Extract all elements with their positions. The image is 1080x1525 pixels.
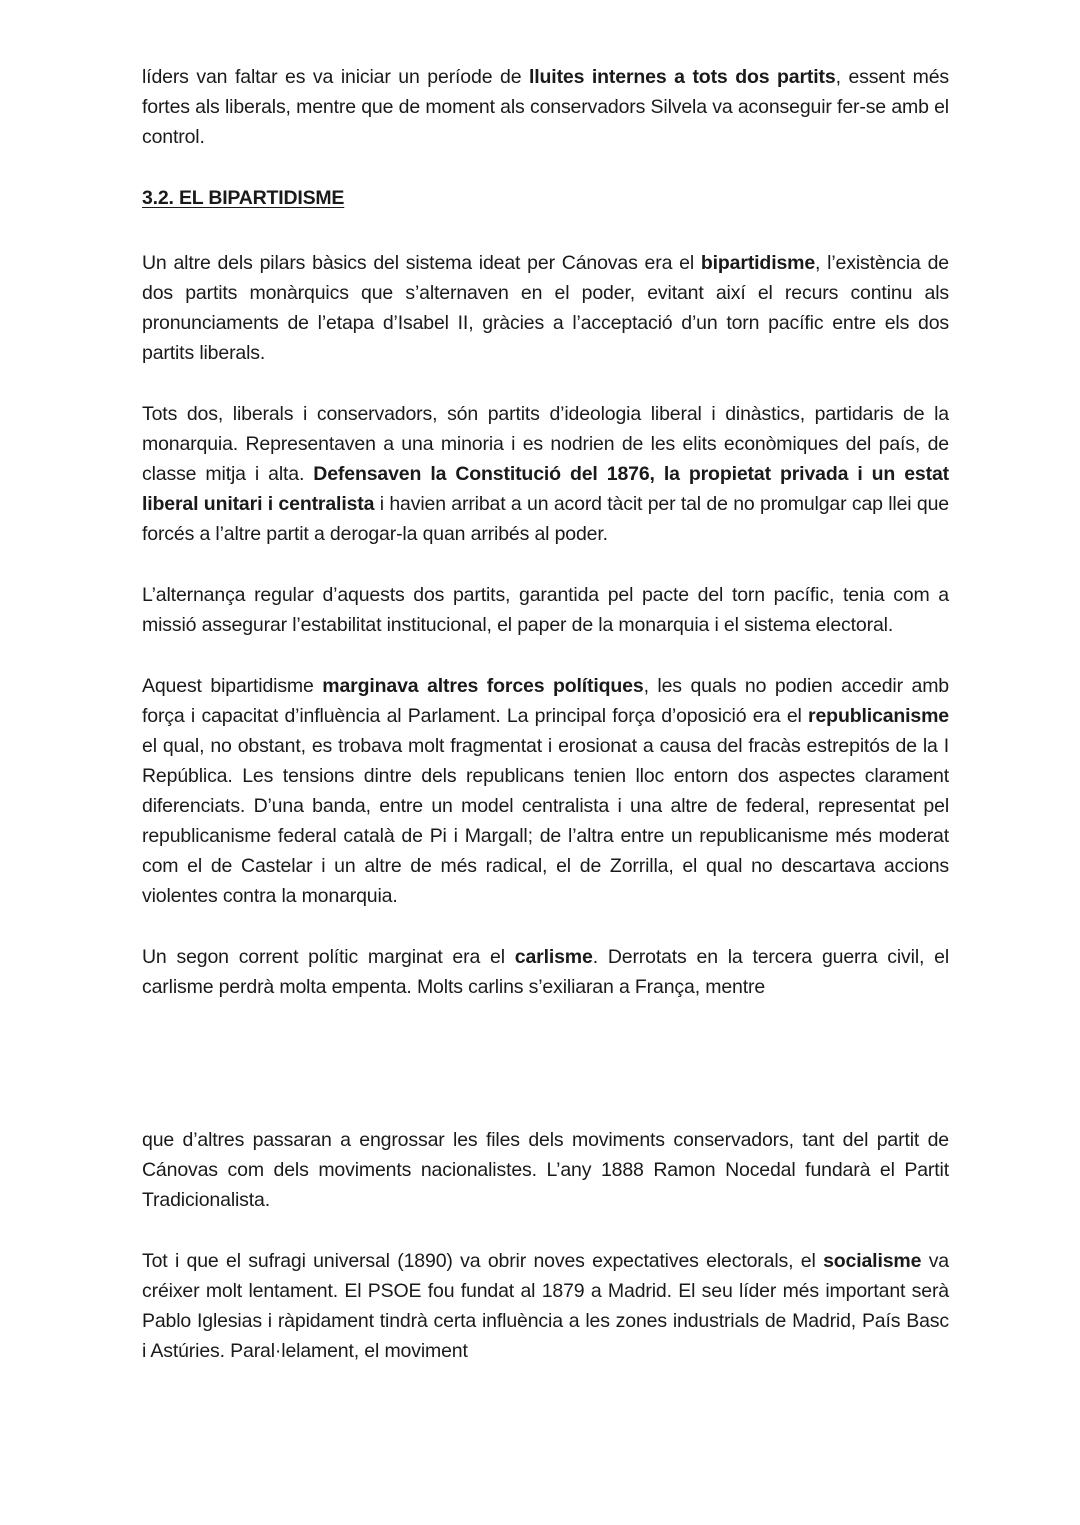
paragraph-socialisme: Tot i que el sufragi universal (1890) va obrir noves expectatives electorals, el socialisme va créixer molt lentament. El PSOE fou fundat al 1879 a Madrid. El seu líder més important serà Pablo Iglesias i ràpidament tindrà certa influència a les zones industrials de Madrid, País Basc i Astúries. Paral·lelament, el moviment	[142, 1250, 949, 1362]
bold-text: bipartidisme	[700, 252, 816, 274]
bold-text: marginava altres forces polítiques	[322, 675, 644, 697]
section-heading: 3.2. EL BIPARTIDISME	[142, 187, 345, 209]
bold-text: republicanisme	[808, 705, 949, 727]
paragraph-lluites-internes: líders van faltar es va iniciar un període de lluites internes a tots dos partits, essent més fortes als liberals, mentre que de moment als conservadors Silvela va aconseguir fer-se amb el control.	[142, 66, 949, 148]
document-page-bottom	[142, 1125, 949, 1366]
document-page-top	[142, 62, 949, 1002]
paragraph-bipartidisme-intro: Un altre dels pilars bàsics del sistema ideat per Cánovas era el bipartidisme, l’existència de dos partits monàrquics que s’alternaven en el poder, evitant així el recurs continu als pronunciaments de l’etapa d’Isabel II, gràcies a l’acceptació d’un torn pacífic entre els dos partits liberals.	[142, 252, 950, 364]
paragraph-republicanisme: Aquest bipartidisme marginava altres forces polítiques, les quals no podien accedir amb força i capacitat d’influència al Parlament. La principal força d’oposició era el republicanisme el qual, no obstant, es trobava molt fragmentat i erosionat a causa del fracàs estrepitós de la I República. Les tensions dintre dels republicans tenien lloc entorn dos aspectes clarament diferenciats. D’una banda, entre un model centralista i una altre de federal, representat pel republicanisme federal català de Pi i Margall; de l’altra entre un republicanisme més moderat com el de Castelar i un altre de més radical, el de Zorrilla, el qual no descartava accions violentes contra la monarquia.	[142, 675, 949, 907]
bold-text: carlisme	[514, 946, 593, 968]
paragraph-liberals-conservadors: Tots dos, liberals i conservadors, són partits d’ideologia liberal i dinàstics, partidaris de la monarquia. Representaven a una minoria i es nodrien de les elits econòmiques del país, de classe mitja i alta. Defensaven la Constitució del 1876, la propietat privada i un estat liberal unitari i centralista i havien arribat a un acord tàcit per tal de no promulgar cap llei que forcés a l’altre partit a derogar-la quan arribés al poder.	[142, 403, 949, 545]
bold-text: Defensaven la Constitució del 1876, la propietat privada i un estat liberal unitari i centralista	[142, 463, 949, 515]
bold-text: socialisme	[823, 1250, 922, 1272]
bold-text: lluites internes a tots dos partits	[529, 66, 836, 88]
paragraph-carlisme: Un segon corrent polític marginat era el carlisme. Derrotats en la tercera guerra civil, el carlisme perdrà molta empenta. Molts carlins s’exiliaran a França, mentre	[142, 946, 949, 998]
paragraph-carlins-continuacio: que d’altres passaran a engrossar les files dels moviments conservadors, tant del partit de Cánovas com dels moviments nacionalistes. L’any 1888 Ramon Nocedal fundarà el Partit Tradicionalista.	[142, 1129, 949, 1211]
paragraph-alternanca: L’alternança regular d’aquests dos partits, garantida pel pacte del torn pacífic, tenia com a missió assegurar l’estabilitat institucional, el paper de la monarquia i el sistema electoral.	[142, 584, 949, 636]
